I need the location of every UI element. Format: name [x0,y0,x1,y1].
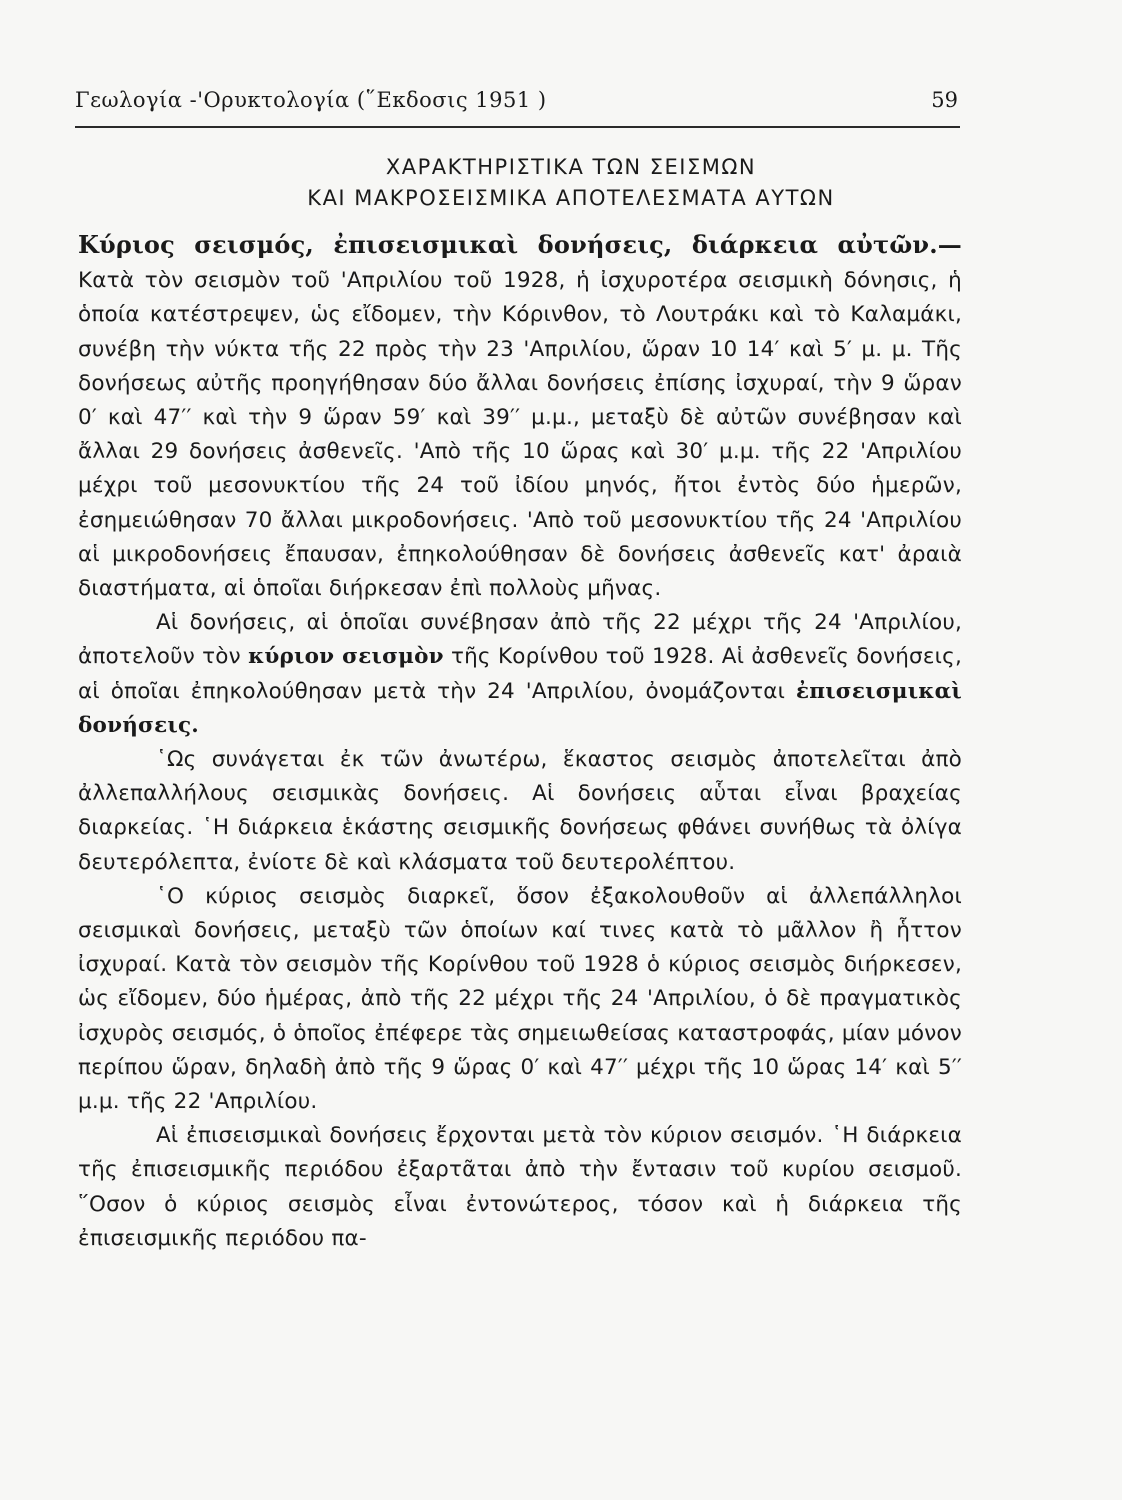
page-number: 59 [931,88,958,112]
header-title: Γεωλογία -'Ορυκτολογία (῞Εκδοσις 1951 ) [75,88,547,112]
term-main-earthquake: κύριον σεισμὸν [248,644,444,670]
paragraph-4 [78,880,962,1119]
paragraph-2-text-a: Αἱ δονήσεις, αἱ ὁποῖαι συνέβησαν ἀπὸ τῆς 22 μέχρι τῆς 24 'Απριλίου, ἀποτελοῦν τὸν [78,610,962,670]
body-text [78,228,962,1256]
section-heading-line-2: ΚΑΙ ΜΑΚΡΟΣΕΙΣΜΙΚΑ ΑΠΟΤΕΛΕΣΜΑΤΑ ΑΥΤΩΝ [307,186,835,210]
paragraph-3 [78,743,962,880]
paragraph-1 [78,228,962,606]
paragraph-2 [78,606,962,743]
paragraph-5 [78,1119,962,1256]
paragraph-5-text: Αἱ ἐπισεισμικαὶ δονήσεις ἔρχονται μετὰ τὸν κύριον σεισμόν. ῾Η διάρκεια τῆς ἐπισεισμικῆς περιόδου ἐξαρτᾶται ἀπὸ τὴν ἔντασιν τοῦ κυρίου σεισμοῦ. ῞Οσον ὁ κύριος σεισμὸς εἶναι ἐντονώτερος, τόσον καὶ ἡ διάρκεια τῆς ἐπισεισμικῆς περιόδου πα- [78,1123,962,1251]
paragraph-subheading: Κύριος σεισμός, ἐπισεισμικαὶ δονήσεις, διάρκεια αὐτῶν.— [78,230,962,259]
paragraph-1-text: Κατὰ τὸν σεισμὸν τοῦ 'Απριλίου τοῦ 1928, ἡ ἰσχυροτέρα σεισμικὴ δόνησις, ἡ ὁποία κατέστρεψεν, ὡς εἴδομεν, τὴν Κόρινθον, τὸ Λουτράκι καὶ τὸ Καλαμάκι, συνέβη τὴν νύκτα τῆς 22 πρὸς τὴν 23 'Απριλίου, ὥραν 10 14′ καὶ 5′ μ. μ. Τῆς δονήσεως αὐτῆς προηγήθησαν δύο ἄλλαι δονήσεις ἐπίσης ἰσχυραί, τὴν 9 ὥραν 0′ καὶ 47′′ καὶ τὴν 9 ὥραν 59′ καὶ 39′′ μ.μ., μεταξὺ δὲ αὐτῶν συνέβησαν καὶ ἄλλαι 29 δονήσεις ἀσθενεῖς. 'Απὸ τῆς 10 ὥρας καὶ 30′ μ.μ. τῆς 22 'Απριλίου μέχρι τοῦ μεσονυκτίου τῆς 24 τοῦ ἰδίου μηνός, ἤτοι ἐντὸς δύο ἡμερῶν, ἐσημειώθησαν 70 ἄλλαι μικροδονήσεις. 'Απὸ τοῦ μεσονυκτίου τῆς 24 'Απριλίου αἱ μικροδονήσεις ἔπαυσαν, ἐπηκολούθησαν δὲ δονήσεις ἀσθενεῖς κατ' ἀραιὰ διαστήματα, αἱ ὁποῖαι διήρκεσαν ἐπὶ πολλοὺς μῆνας. [78,268,962,602]
term-aftershocks: ἐπισεισμικαὶ δονήσεις. [78,678,962,738]
paragraph-3-text: ῾Ως συνάγεται ἐκ τῶν ἀνωτέρω, ἕκαστος σεισμὸς ἀποτελεῖται ἀπὸ ἀλλεπαλλήλους σεισμικὰς δονήσεις. Αἱ δονήσεις αὗται εἶναι βραχείας διαρκείας. ῾Η διάρκεια ἑκάστης σεισμικῆς δονήσεως φθάνει συνήθως τὰ ὀλίγα δευτερόλεπτα, ἐνίοτε δὲ καὶ κλάσματα τοῦ δευτερολέπτου. [78,747,962,875]
paragraph-4-text: ῾Ο κύριος σεισμὸς διαρκεῖ, ὅσον ἐξακολουθοῦν αἱ ἀλλεπάλληλοι σεισμικαὶ δονήσεις, μεταξὺ τῶν ὁποίων καί τινες κατὰ τὸ μᾶλλον ἢ ἧττον ἰσχυραί. Κατὰ τὸν σεισμὸν τῆς Κορίνθου τοῦ 1928 ὁ κύριος σεισμὸς διήρκεσεν, ὡς εἴδομεν, δύο ἡμέρας, ἀπὸ τῆς 22 μέχρι τῆς 24 'Απριλίου, ὁ δὲ πραγματικὸς ἰσχυρὸς σεισμός, ὁ ὁποῖος ἐπέφερε τὰς σημειωθείσας καταστροφάς, μίαν μόνον περίπου ὥραν, δηλαδὴ ἀπὸ τῆς 9 ὥρας 0′ καὶ 47′′ μέχρι τῆς 10 ὥρας 14′ καὶ 5′′ μ.μ. τῆς 22 'Απριλίου. [78,883,962,1115]
section-heading-line-1: ΧΑΡΑΚΤΗΡΙΣΤΙΚΑ ΤΩΝ ΣΕΙΣΜΩΝ [385,155,757,179]
paragraph-2-text-b: τῆς Κορίνθου τοῦ 1928. Αἱ ἀσθενεῖς δονήσεις, αἱ ὁποῖαι ἐπηκολούθησαν μετὰ τὴν 24 'Απριλίου, ὀνομάζονται [78,644,962,704]
running-header [75,82,960,128]
